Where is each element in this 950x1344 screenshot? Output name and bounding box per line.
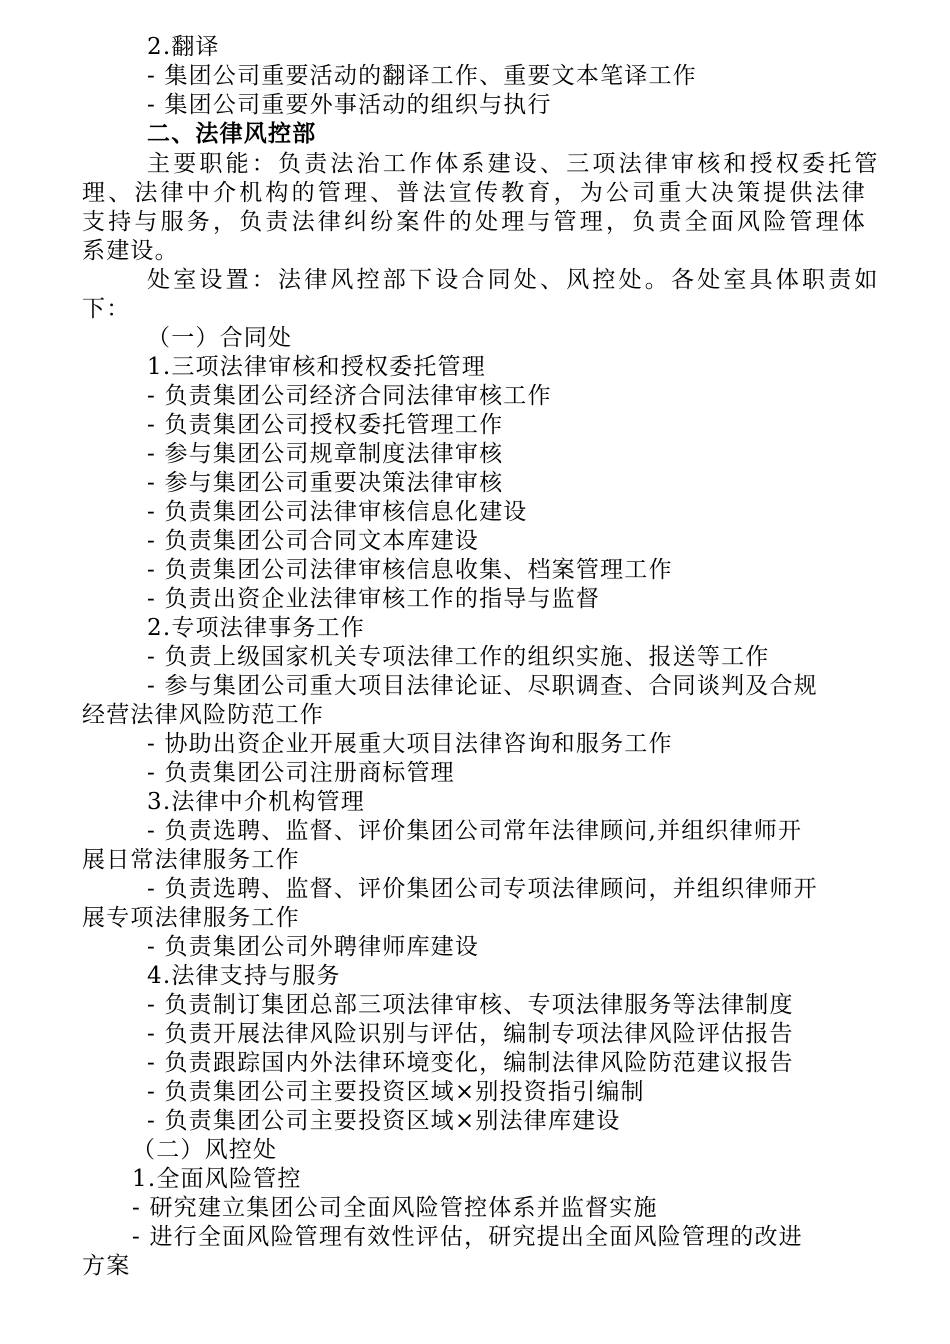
subsection-heading-contract: （一）合同处 bbox=[147, 325, 293, 351]
section-heading-legal-risk: 二、法律风控部 bbox=[147, 121, 317, 147]
item-heading: 1.三项法律审核和授权委托管理 bbox=[147, 354, 486, 380]
list-item: - 负责选聘、监督、评价集团公司常年法律顾问,并组织律师开 bbox=[147, 818, 803, 844]
item-heading: 3.法律中介机构管理 bbox=[147, 789, 365, 815]
list-item: - 参与集团公司规章制度法律审核 bbox=[147, 441, 504, 467]
list-item: - 参与集团公司重要决策法律审核 bbox=[147, 470, 504, 496]
list-item: - 集团公司重要活动的翻译工作、重要文本笔译工作 bbox=[147, 63, 697, 89]
list-item: - 负责开展法律风险识别与评估，编制专项法律风险评估报告 bbox=[147, 1021, 794, 1047]
paragraph-line: 下： bbox=[82, 296, 131, 322]
list-item: - 负责集团公司授权委托管理工作 bbox=[147, 412, 504, 438]
item-heading: 1.全面风险管控 bbox=[132, 1166, 302, 1192]
list-item: - 负责集团公司经济合同法律审核工作 bbox=[147, 383, 552, 409]
subsection-heading-risk-control: （二）风控处 bbox=[132, 1137, 278, 1163]
list-item: - 负责集团公司法律审核信息化建设 bbox=[147, 499, 528, 525]
paragraph-line: 理、法律中介机构的管理、普法宣传教育，为公司重大决策提供法律 bbox=[82, 180, 868, 206]
list-item-continuation: 经营法律风险防范工作 bbox=[82, 702, 324, 728]
item-heading: 4.法律支持与服务 bbox=[147, 963, 341, 989]
paragraph-line: 主要职能：负责法治工作体系建设、三项法律审核和授权委托管 bbox=[147, 151, 881, 177]
list-item: - 进行全面风险管理有效性评估，研究提出全面风险管理的改进 bbox=[132, 1224, 803, 1250]
list-item: - 负责集团公司外聘律师库建设 bbox=[147, 934, 480, 960]
list-item: - 协助出资企业开展重大项目法律咨询和服务工作 bbox=[147, 731, 673, 757]
paragraph-line: 处室设置：法律风控部下设合同处、风控处。各处室具体职责如 bbox=[147, 267, 881, 293]
list-item: - 负责集团公司注册商标管理 bbox=[147, 760, 455, 786]
paragraph-line: 支持与服务，负责法律纠纷案件的处理与管理，负责全面风险管理体 bbox=[82, 209, 868, 235]
list-item: - 负责上级国家机关专项法律工作的组织实施、报送等工作 bbox=[147, 644, 770, 670]
list-item: - 负责集团公司合同文本库建设 bbox=[147, 528, 480, 554]
list-item: - 研究建立集团公司全面风险管控体系并监督实施 bbox=[132, 1195, 658, 1221]
list-item: - 负责集团公司主要投资区域×别投资指引编制 bbox=[147, 1079, 645, 1105]
list-item: - 负责跟踪国内外法律环境变化，编制法律风险防范建议报告 bbox=[147, 1050, 794, 1076]
list-item: - 负责集团公司主要投资区域×别法律库建设 bbox=[147, 1108, 621, 1134]
list-item-continuation: 展专项法律服务工作 bbox=[82, 905, 300, 931]
list-item: - 负责出资企业法律审核工作的指导与监督 bbox=[147, 586, 601, 612]
list-item: - 负责制订集团总部三项法律审核、专项法律服务等法律制度 bbox=[147, 992, 794, 1018]
list-item: - 参与集团公司重大项目法律论证、尽职调查、合同谈判及合规 bbox=[147, 673, 818, 699]
list-item-continuation: 方案 bbox=[82, 1253, 131, 1279]
list-item: - 负责选聘、监督、评价集团公司专项法律顾问，并组织律师开 bbox=[147, 876, 818, 902]
paragraph-line: 系建设。 bbox=[82, 238, 179, 264]
list-item: - 负责集团公司法律审核信息收集、档案管理工作 bbox=[147, 557, 673, 583]
list-item-continuation: 展日常法律服务工作 bbox=[82, 847, 300, 873]
item-heading: 2.专项法律事务工作 bbox=[147, 615, 365, 641]
list-item: - 集团公司重要外事活动的组织与执行 bbox=[147, 92, 552, 118]
item-heading-translation: 2.翻译 bbox=[147, 34, 220, 60]
